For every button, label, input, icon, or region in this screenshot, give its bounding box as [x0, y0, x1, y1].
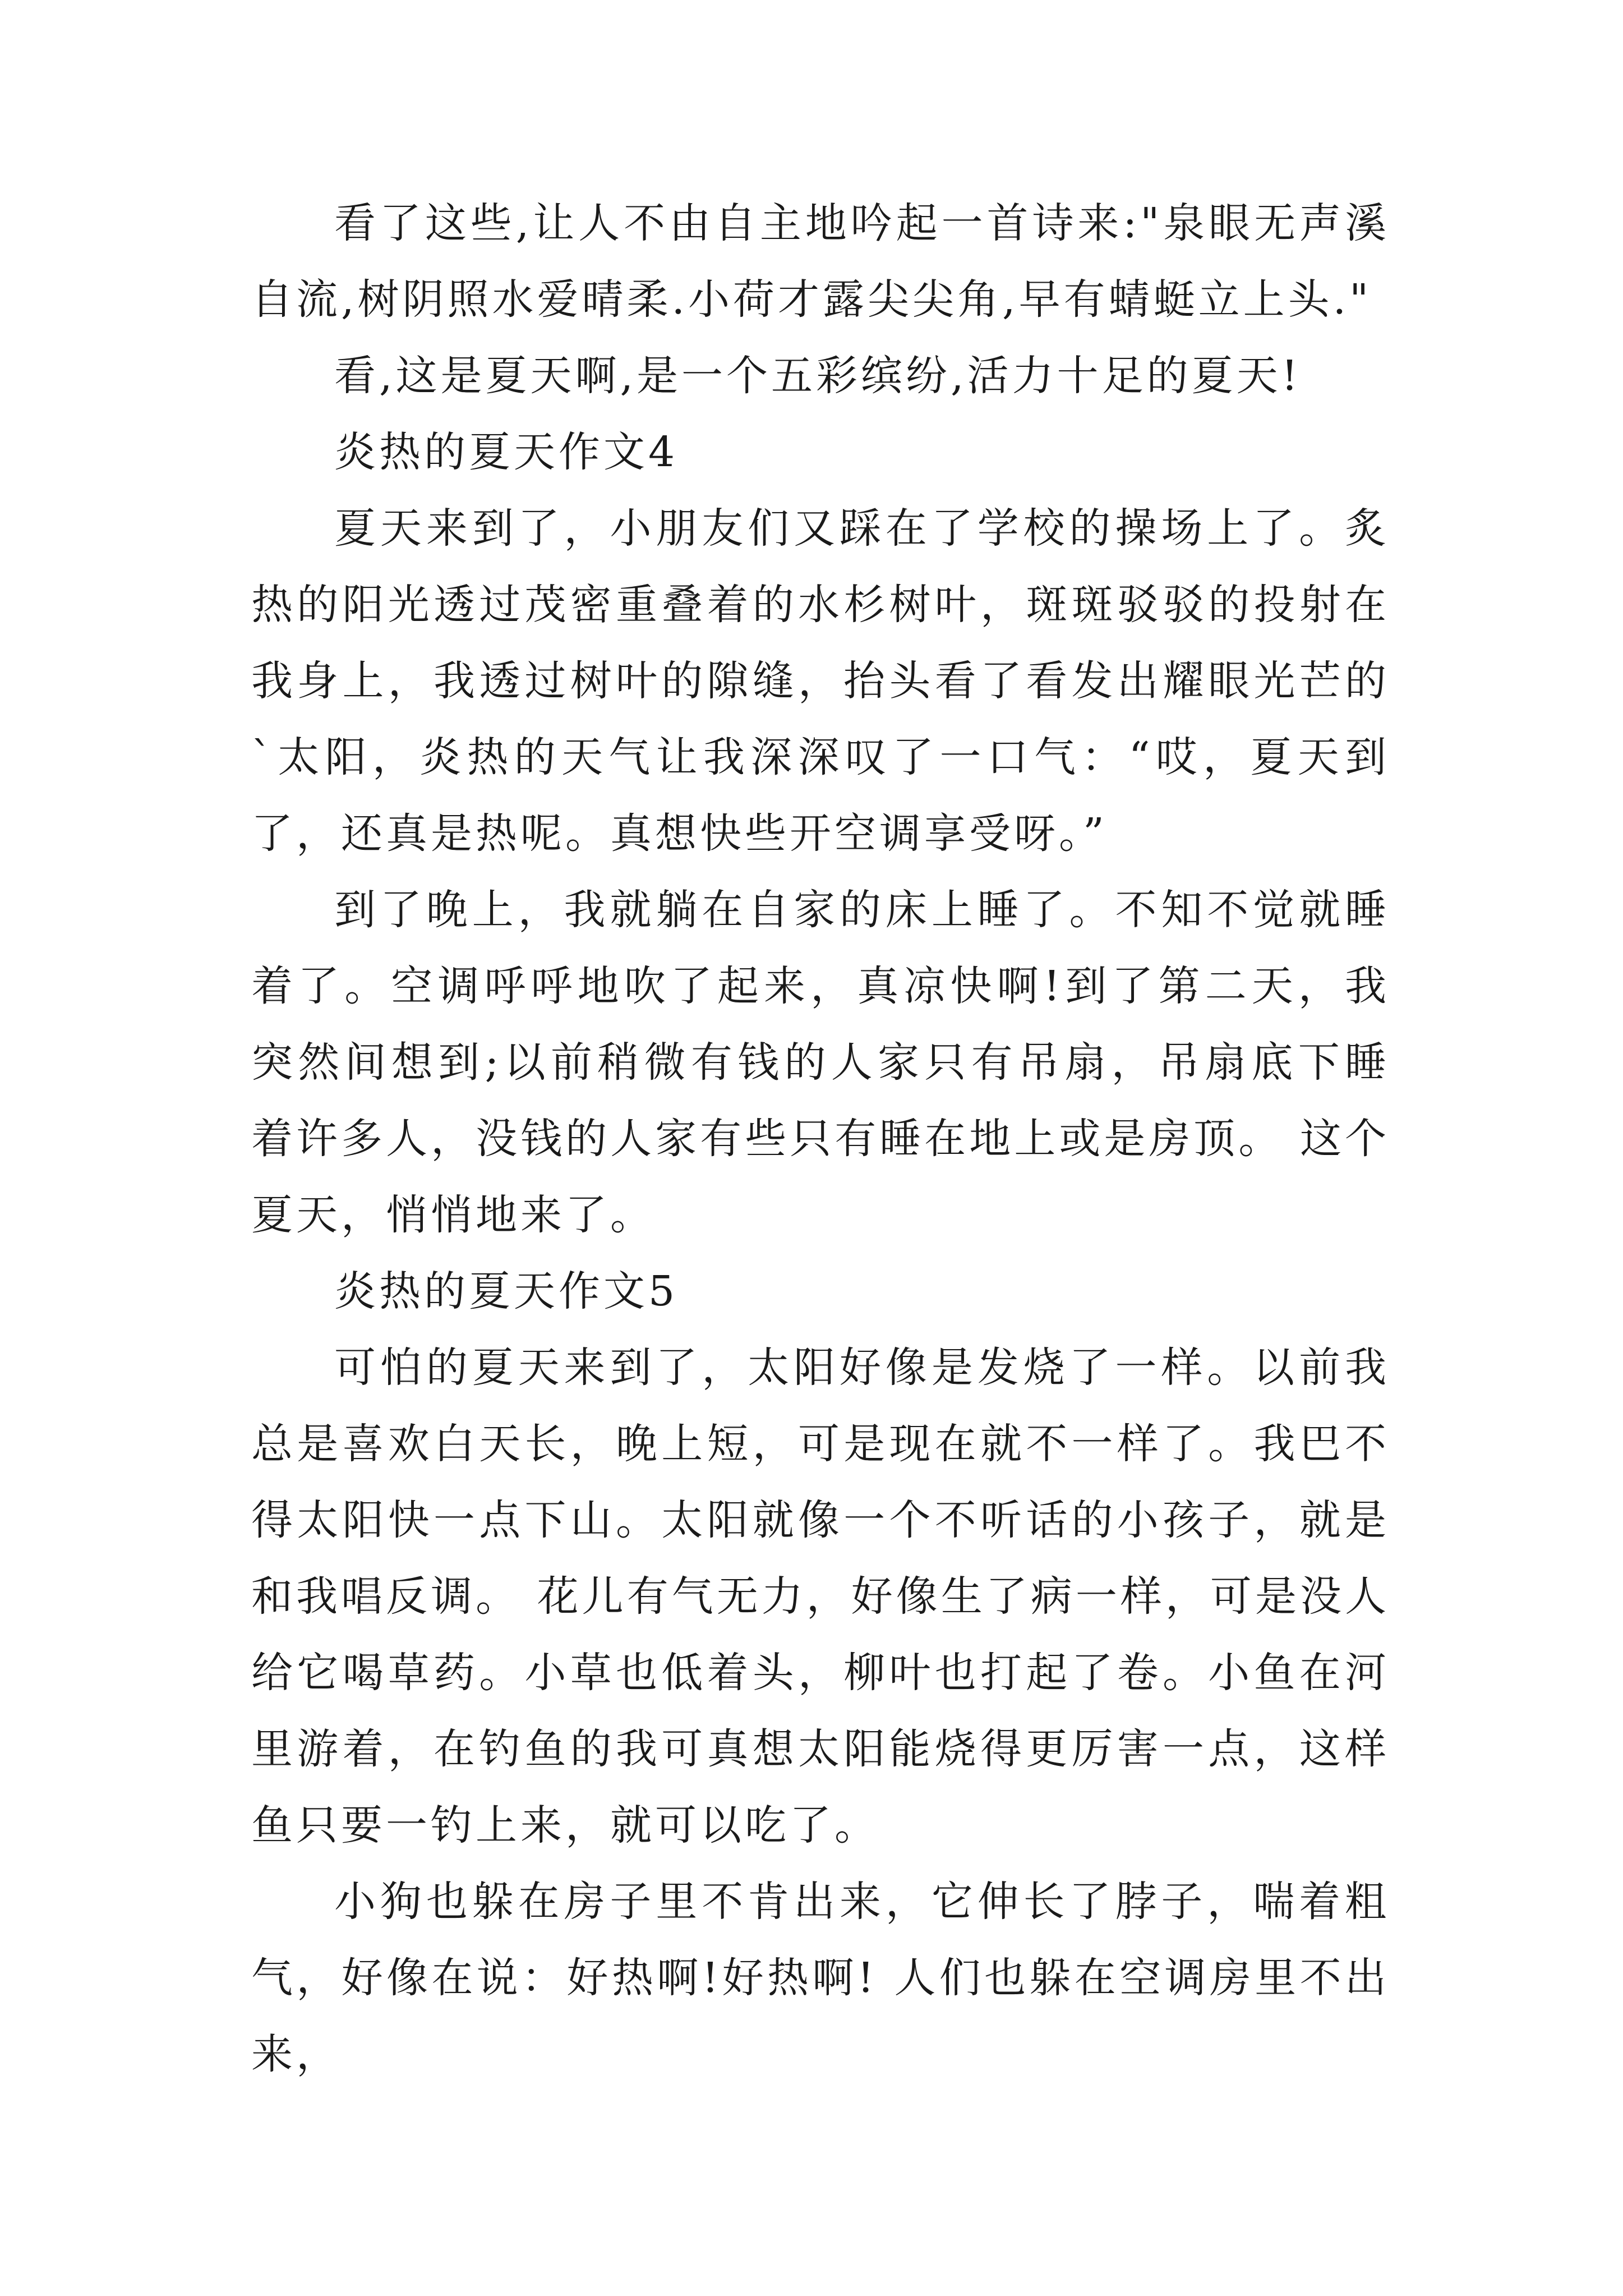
paragraph-essay4-2: 到了晚上，我就躺在自家的床上睡了。不知不觉就睡着了。空调呼呼地吹了起来，真凉快啊!到了第二天，我突然间想到;以前稍微有钱的人家只有吊扇，吊扇底下睡着许多人，没钱的人家有些只有睡在地上或是房顶。 这个夏天，悄悄地来了。: [251, 886, 1390, 1239]
paragraph-essay5-1: 可怕的夏天来到了，太阳好像是发烧了一样。以前我总是喜欢白天长，晚上短，可是现在就不一样了。我巴不得太阳快一点下山。太阳就像一个不听话的小孩子，就是和我唱反调。 花儿有气无力，好像生了病一样，可是没人给它喝草药。小草也低着头，柳叶也打起了卷。小鱼在河里游着，在钓鱼的我可真想太阳能烧得更厉害一点，这样鱼只要一钓上来，就可以吃了。: [251, 1343, 1390, 1849]
paragraph-essay5-2: 小狗也躲在房子里不肯出来，它伸长了脖子，喘着粗气，好像在说：好热啊!好热啊! 人们也躲在空调房里不出来，: [251, 1878, 1390, 2078]
essay-heading-5: 炎热的夏天作文5: [334, 1267, 679, 1315]
paragraph-essay4-1: 夏天来到了，小朋友们又踩在了学校的操场上了。炙热的阳光透过茂密重叠着的水杉树叶，斑斑驳驳的投射在我身上，我透过树叶的隙缝，抬头看了看发出耀眼光芒的`太阳，炎热的天气让我深深叹了一口气：“哎，夏天到了，还真是热呢。真想快些开空调享受呀。”: [251, 504, 1390, 858]
essay-heading-4: 炎热的夏天作文4: [334, 428, 679, 476]
paragraph-poem: 看了这些,让人不由自主地吟起一首诗来:"泉眼无声溪自流,树阴照水爱晴柔.小荷才露尖尖角,早有蜻蜓立上头.": [251, 199, 1390, 324]
paragraph-summer-colorful: 看,这是夏天啊,是一个五彩缤纷,活力十足的夏天!: [334, 352, 1302, 400]
document-body: [251, 185, 1390, 2092]
